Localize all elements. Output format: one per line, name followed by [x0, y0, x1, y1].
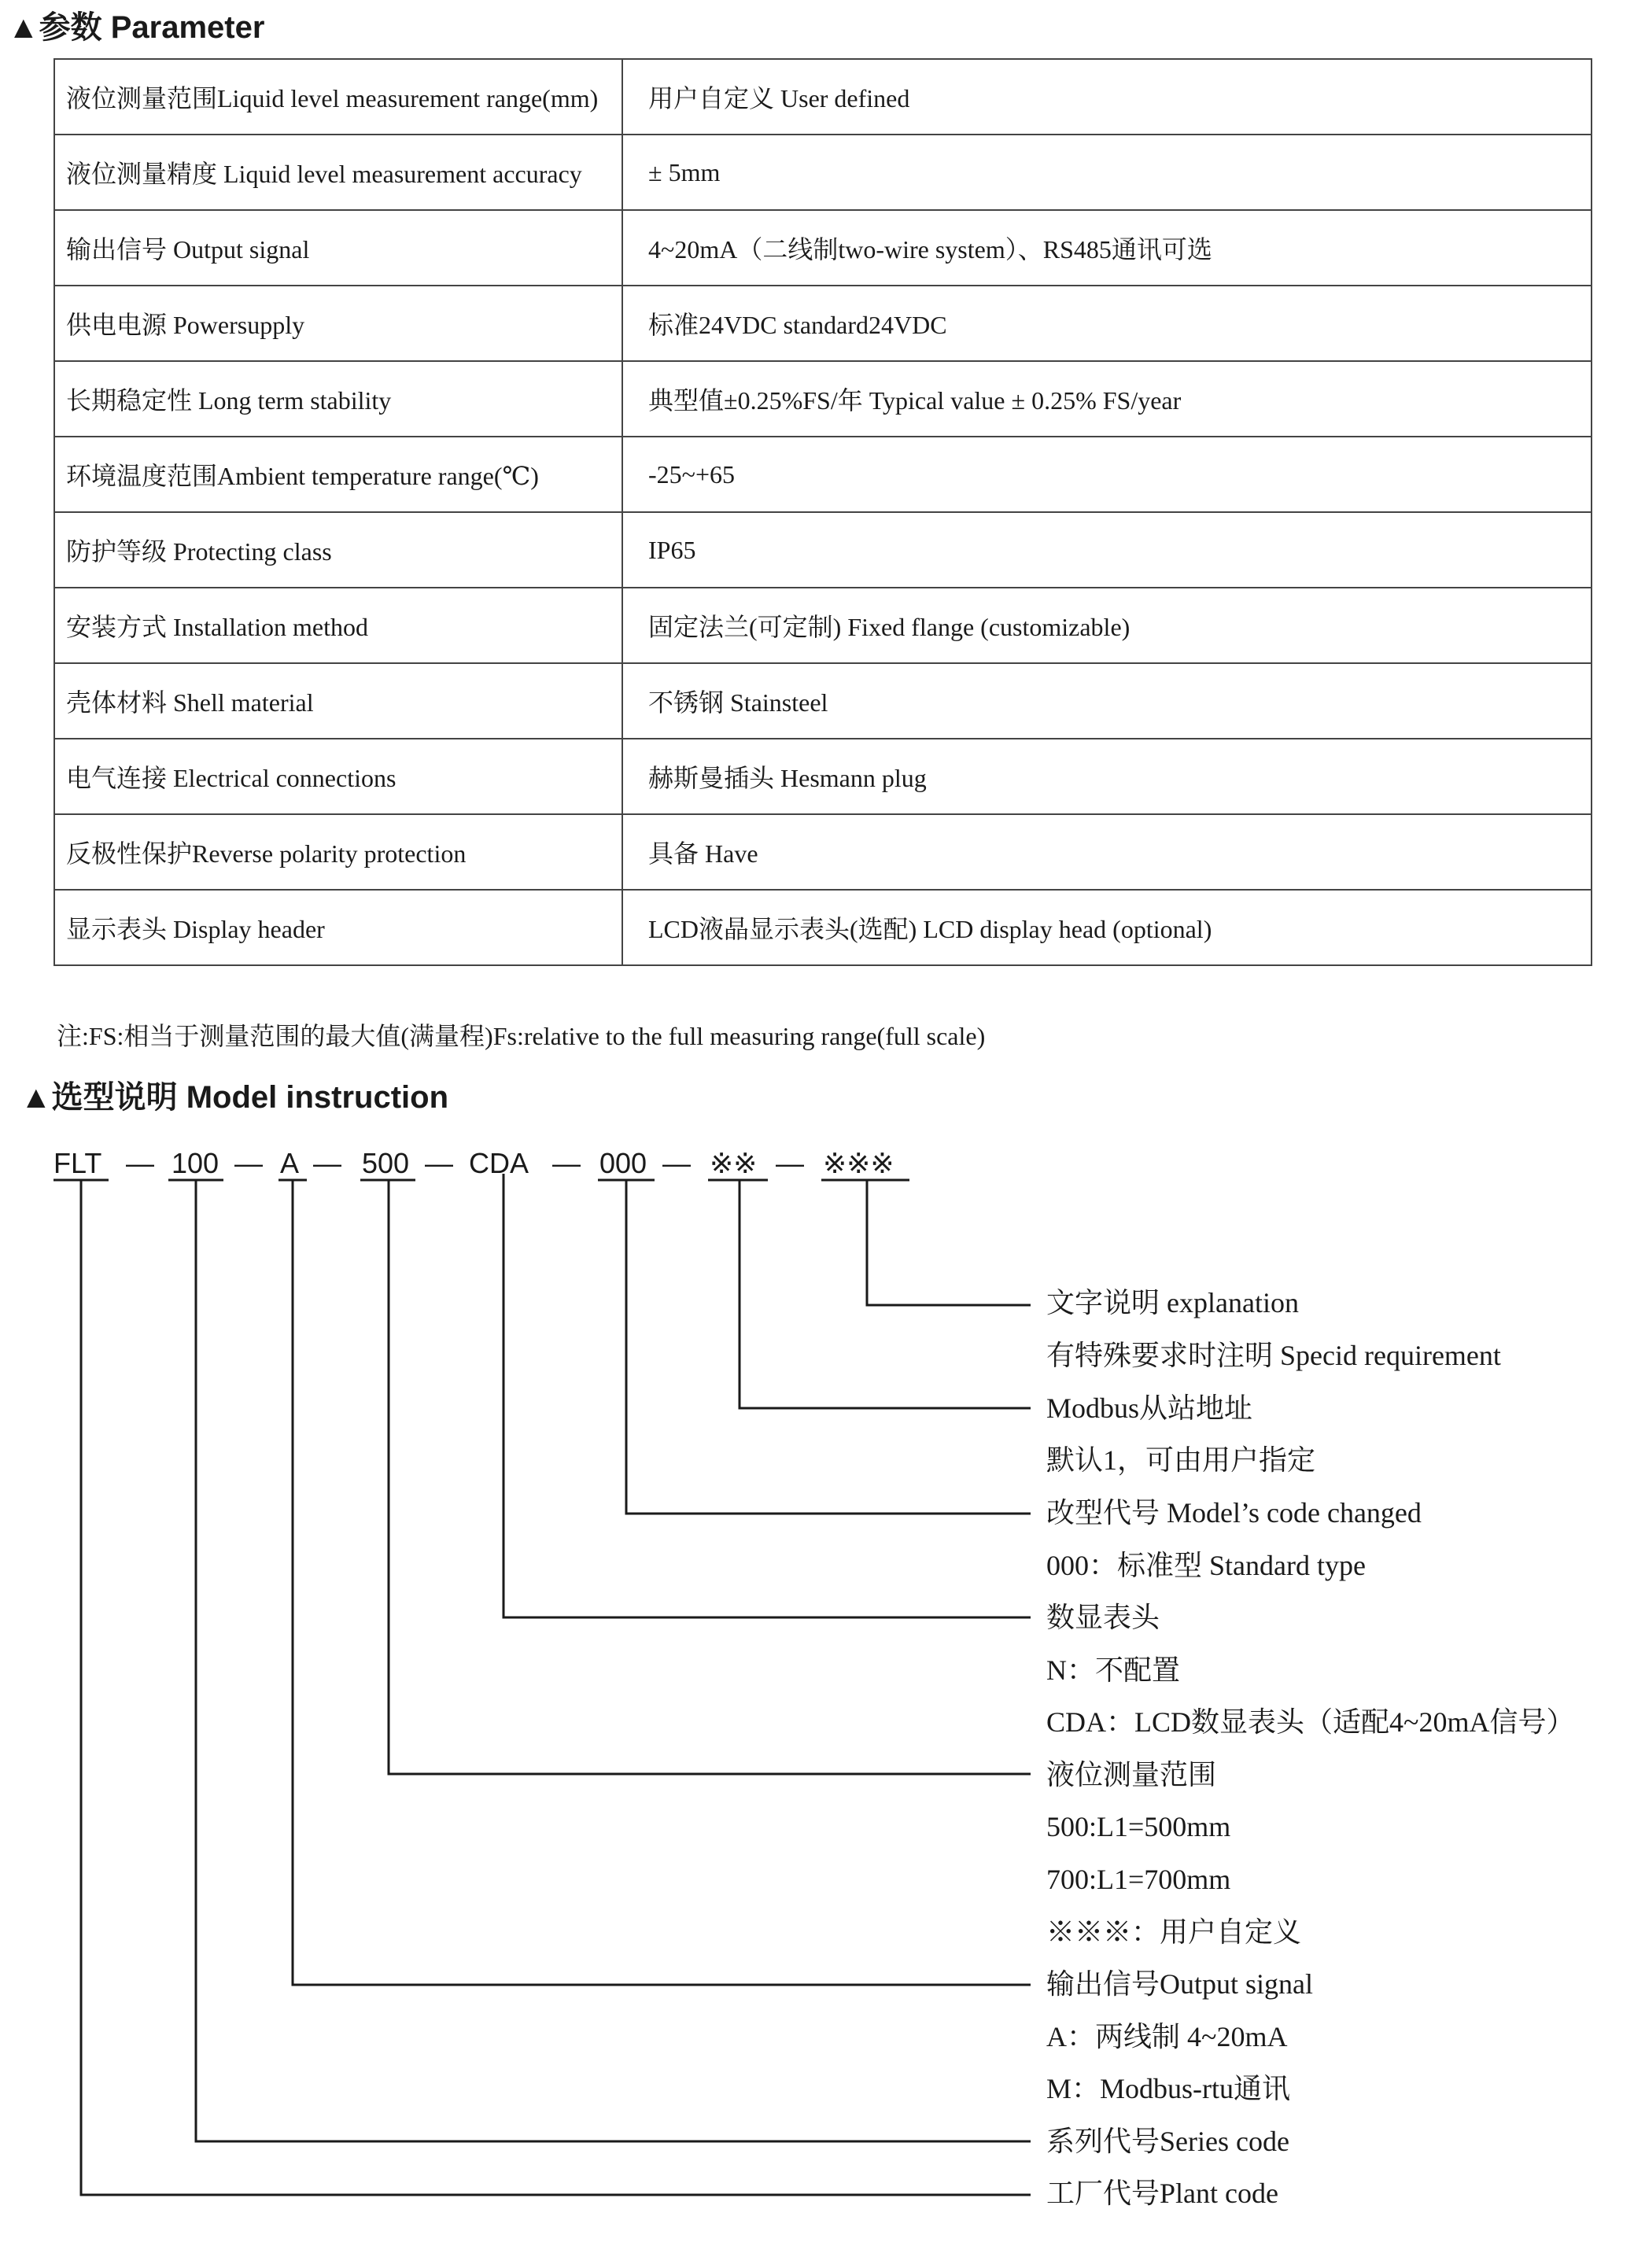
param-value: LCD液晶显示表头(选配) LCD display head (optional): [622, 890, 1592, 965]
code-dash: —: [126, 1147, 154, 1179]
code-dash: —: [425, 1147, 453, 1179]
param-value: 典型值±0.25%FS/年 Typical value ± 0.25% FS/year: [622, 361, 1592, 437]
leader-plant: [81, 1180, 1031, 2195]
param-label: 反极性保护Reverse polarity protection: [54, 814, 622, 890]
param-value: 4~20mA（二线制two-wire system）、RS485通讯可选: [622, 210, 1592, 286]
leader-output: [293, 1180, 1031, 1985]
parameter-heading: ▲参数 Parameter: [8, 10, 265, 45]
code-segment-modified: 000: [599, 1147, 647, 1179]
legend-line: 700:L1=700mm: [1046, 1864, 1231, 1895]
code-segment-display: CDA: [469, 1147, 529, 1179]
param-label: 壳体材料 Shell material: [54, 663, 622, 739]
param-label: 显示表头 Display header: [54, 890, 622, 965]
leader-series: [196, 1180, 1031, 2141]
param-value: IP65: [622, 512, 1592, 588]
param-label: 电气连接 Electrical connections: [54, 739, 622, 814]
leader-modbus: [740, 1180, 1031, 1408]
code-segment-modbus: ※※: [710, 1147, 758, 1179]
param-label: 长期稳定性 Long term stability: [54, 361, 622, 437]
code-dash: —: [234, 1147, 263, 1179]
param-value: 标准24VDC standard24VDC: [622, 286, 1592, 361]
legend-line: M：Modbus-rtu通讯: [1046, 2073, 1291, 2104]
code-segment-range: 500: [362, 1147, 410, 1179]
param-label: 液位测量精度 Liquid level measurement accuracy: [54, 135, 622, 210]
param-label: 供电电源 Powersupply: [54, 286, 622, 361]
code-segment-plant: FLT: [53, 1147, 102, 1179]
param-value: 用户自定义 User defined: [622, 59, 1592, 135]
legend-line: A：两线制 4~20mA: [1046, 2021, 1288, 2052]
leader-modified: [626, 1180, 1031, 1514]
code-dash: —: [776, 1147, 804, 1179]
fs-note: 注:FS:相当于测量范围的最大值(满量程)Fs:relative to the full measuring range(full scale): [57, 1022, 986, 1050]
param-label: 防护等级 Protecting class: [54, 512, 622, 588]
legend-line: 输出信号Output signal: [1046, 1968, 1313, 2000]
legend-line: CDA：LCD数显表头（适配4~20mA信号）: [1046, 1706, 1575, 1738]
legend-line: 500:L1=500mm: [1046, 1811, 1231, 1842]
legend-line: 系列代号Series code: [1046, 2126, 1289, 2157]
leader-range: [389, 1180, 1031, 1774]
leader-display: [503, 1174, 1031, 1617]
legend-line: 文字说明 explanation: [1046, 1287, 1299, 1318]
legend-line: Modbus从站地址: [1046, 1392, 1253, 1424]
legend-line: 液位测量范围: [1046, 1759, 1217, 1790]
code-dash: —: [552, 1147, 581, 1179]
param-label: 环境温度范围Ambient temperature range(℃): [54, 437, 622, 512]
param-label: 输出信号 Output signal: [54, 210, 622, 286]
code-dash: —: [313, 1147, 341, 1179]
legend-line: 有特殊要求时注明 Specid requirement: [1046, 1340, 1501, 1371]
param-value: -25~+65: [622, 437, 1592, 512]
param-value: 具备 Have: [622, 814, 1592, 890]
legend-line: ※※※：用户自定义: [1046, 1916, 1302, 1948]
legend-line: N：不配置: [1046, 1654, 1180, 1686]
param-value: 不锈钢 Stainsteel: [622, 663, 1592, 739]
legend-line: 改型代号 Model’s code changed: [1046, 1497, 1422, 1529]
code-dash: —: [662, 1147, 691, 1179]
leader-text: [867, 1180, 1031, 1305]
param-label: 液位测量范围Liquid level measurement range(mm): [54, 59, 622, 135]
code-segment-text: ※※※: [823, 1147, 894, 1179]
param-value: 固定法兰(可定制) Fixed flange (customizable): [622, 588, 1592, 663]
code-segment-output: A: [280, 1147, 300, 1179]
legend-line: 工厂代号Plant code: [1046, 2178, 1278, 2209]
param-label: 安装方式 Installation method: [54, 588, 622, 663]
model-heading: ▲选型说明 Model instruction: [20, 1080, 449, 1115]
legend-line: 默认1，可由用户指定: [1046, 1444, 1316, 1476]
code-segment-series: 100: [172, 1147, 219, 1179]
param-value: 赫斯曼插头 Hesmann plug: [622, 739, 1592, 814]
legend-line: 000：标准型 Standard type: [1046, 1550, 1366, 1581]
param-value: ± 5mm: [622, 135, 1592, 210]
legend-line: 数显表头: [1046, 1602, 1160, 1633]
